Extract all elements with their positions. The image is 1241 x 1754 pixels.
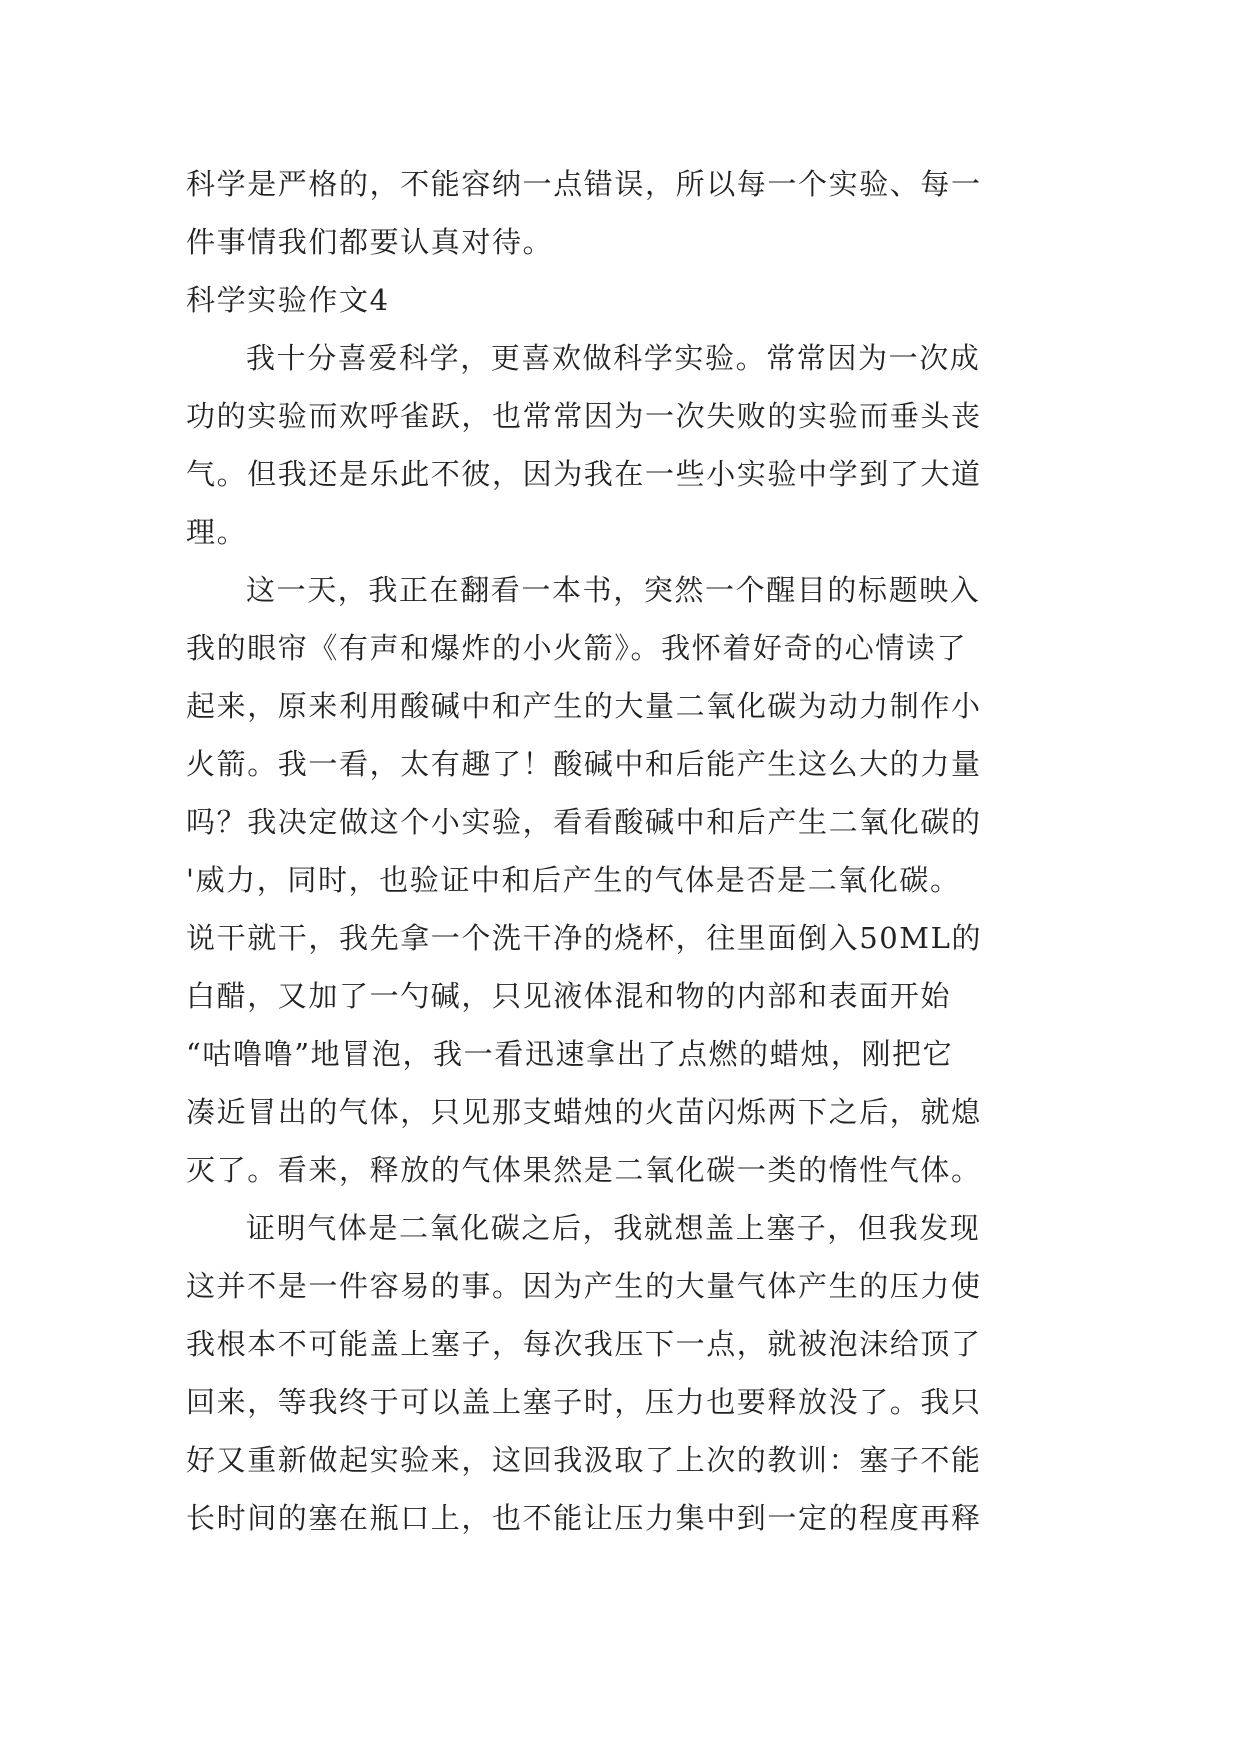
text-line: '威力，同时，也验证中和后产生的气体是否是二氧化碳。 (186, 863, 961, 897)
text-line: 件事情我们都要认真对待。 (186, 225, 554, 259)
text-line: 起来，原来利用酸碱中和产生的大量二氧化碳为动力制作小 (186, 689, 982, 723)
text-line: 功的实验而欢呼雀跃，也常常因为一次失败的实验而垂头丧 (186, 399, 982, 433)
text-line: 科学是严格的，不能容纳一点错误，所以每一个实验、每一 (186, 167, 982, 201)
text-line: “咕噜噜”地冒泡，我一看迅速拿出了点燃的蜡烛，刚把它 (186, 1037, 954, 1071)
text-line: 回来，等我终于可以盖上塞子时，压力也要释放没了。我只 (186, 1385, 982, 1419)
text-line: 我的眼帘《有声和爆炸的小火箭》。我怀着好奇的心情读了 (186, 631, 968, 665)
text-line: 火箭。我一看，太有趣了！酸碱中和后能产生这么大的力量 (186, 747, 982, 781)
text-line: 说干就干，我先拿一个洗干净的烧杯，往里面倒入50ML的 (186, 921, 983, 955)
text-line: 我根本不可能盖上塞子，每次我压下一点，就被泡沫给顶了 (186, 1327, 982, 1361)
section-heading: 科学实验作文4 (186, 283, 390, 317)
text-line: 凑近冒出的气体，只见那支蜡烛的火苗闪烁两下之后，就熄 (186, 1095, 982, 1129)
text-line: 这并不是一件容易的事。因为产生的大量气体产生的压力使 (186, 1269, 982, 1303)
paragraph-start: 这一天，我正在翻看一本书，突然一个醒目的标题映入 (246, 573, 981, 607)
paragraph-start: 证明气体是二氧化碳之后，我就想盖上塞子，但我发现 (246, 1211, 981, 1245)
text-line: 气。但我还是乐此不彼，因为我在一些小实验中学到了大道 (186, 457, 982, 491)
document-body (186, 155, 1056, 1547)
text-line: 灭了。看来，释放的气体果然是二氧化碳一类的惰性气体。 (186, 1153, 982, 1187)
text-line: 好又重新做起实验来，这回我汲取了上次的教训：塞子不能 (186, 1443, 982, 1477)
paragraph-start: 我十分喜爱科学，更喜欢做科学实验。常常因为一次成 (246, 341, 981, 375)
text-line: 白醋，又加了一勺碱，只见液体混和物的内部和表面开始 (186, 979, 952, 1013)
text-line: 理。 (186, 515, 248, 549)
text-line: 吗？我决定做这个小实验，看看酸碱中和后产生二氧化碳的 (186, 805, 982, 839)
text-line: 长时间的塞在瓶口上，也不能让压力集中到一定的程度再释 (186, 1501, 982, 1535)
